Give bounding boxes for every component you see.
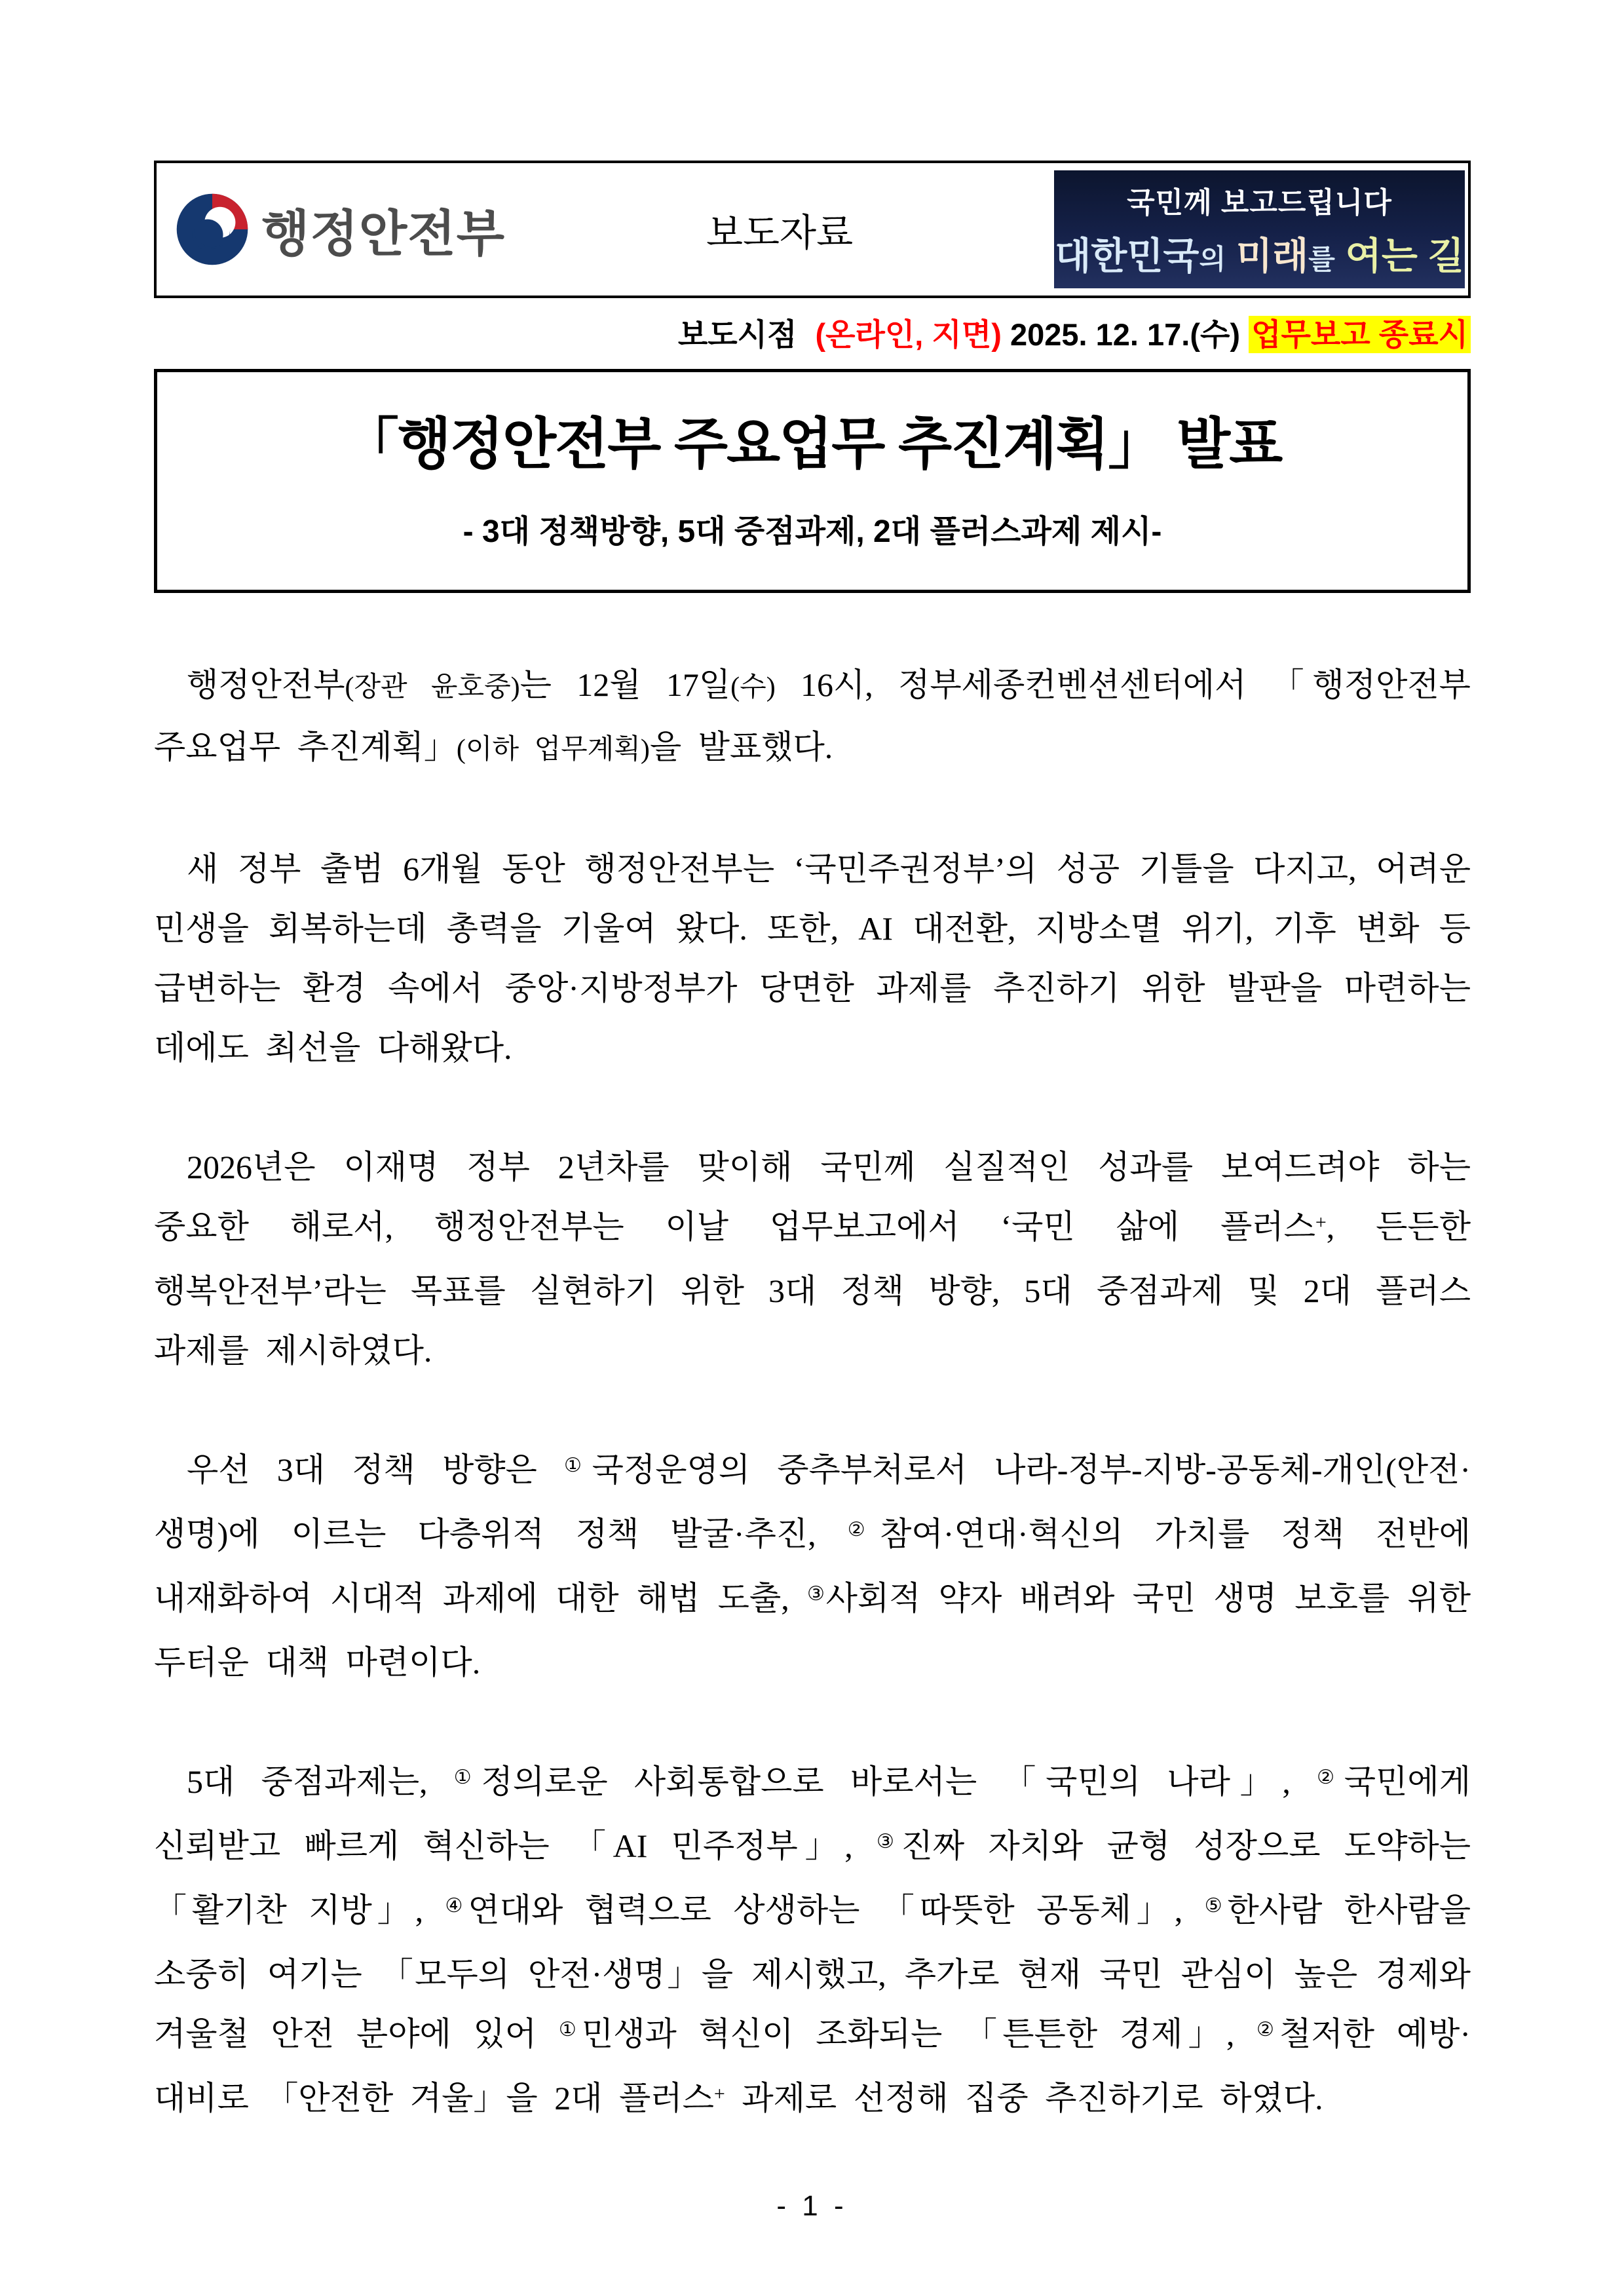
paragraph-5: 5대 중점과제는, ①정의로운 사회통합으로 바로서는 「국민의 나라」, ②국민에게 신뢰받고 빠르게 혁신하는 「AI 민주정부」, ③진짜 자치와 균형 성장으로 도약하는 「활기찬 지방」, ④연대와 협력으로 상생하는 「따뜻한 공동체」, ⑤한사람 한사람을 소중히 여기는 「모두의 안전·생명」을 제시했고, 추가로 현재 국민 관심이 높은 경제와 겨울철 안전 분야에 있어 ①민생과 혁신이 조화되는 「튼튼한 경제」, ②철저한 예방·대비로 「안전한 겨울」을 2대 플러스+ 과제로 선정해 집중 추진하기로 하였다. [154, 1763, 1471, 2116]
mois-taegeuk-emblem-icon [174, 191, 251, 268]
paragraph-4: 우선 3대 정책 방향은 ①국정운영의 중추부처로서 나라-정부-지방-공동체-개인(안전·생명)에 이르는 다층위적 정책 발굴·추진, ②참여·연대·혁신의 가치를 정책 전반에 내재화하여 시대적 과제에 대한 해법 도출, ③사회적 약자 배려와 국민 생명 보호를 위한 두터운 대책 마련이다. [154, 1451, 1471, 1681]
subtitle: - 3대 정책방향, 5대 중점과제, 2대 플러스과제 제시- [463, 514, 1162, 549]
paragraph-3: 2026년은 이재명 정부 2년차를 맞이해 국민께 실질적인 성과를 보여드려야 하는 중요한 해로서, 행정안전부는 이날 업무보고에서 ‘국민 삶에 플러스+, 든든한 행복안전부’라는 목표를 실현하기 위한 3대 정책 방향, 5대 중점과제 및 2대 플러스 과제를 제시하였다. [154, 1149, 1471, 1369]
page-number: - 1 - [776, 2190, 848, 2222]
government-banner [1054, 170, 1465, 288]
ministry-name: 행정안전부 [261, 206, 506, 262]
press-timing-line: 보도시점 (온라인, 지면) 2025. 12. 17.(수) 업무보고 종료시 [678, 311, 1471, 354]
header-box [154, 161, 1471, 298]
body-text [154, 655, 1471, 2133]
main-title: 「행정안전부 주요업무 추진계획」 발표 [343, 413, 1282, 476]
banner-slogan-line1: 국민께 보고드립니다 [1127, 187, 1392, 219]
title-box [154, 369, 1471, 593]
banner-slogan-line2: 대한민국의 미래를 여는 길 [1055, 235, 1464, 277]
ministry-logo [174, 191, 505, 268]
paragraph-1: 행정안전부(장관 윤호중)는 12월 17일(수) 16시, 정부세종컨벤션센터에서 「행정안전부 주요업무 추진계획」(이하 업무계획)을 발표했다. [154, 666, 1471, 765]
paragraph-2: 새 정부 출범 6개월 동안 행정안전부는 ‘국민주권정부’의 성공 기틀을 다지고, 어려운 민생을 회복하는데 총력을 기울여 왔다. 또한, AI 대전환, 지방소멸 위기, 기후 변화 등 급변하는 환경 속에서 중앙·지방정부가 당면한 과제를 추진하기 위한 발판을 마련하는 데에도 최선을 다해왔다. [154, 851, 1471, 1066]
doc-type-label: 보도자료 [706, 212, 854, 254]
